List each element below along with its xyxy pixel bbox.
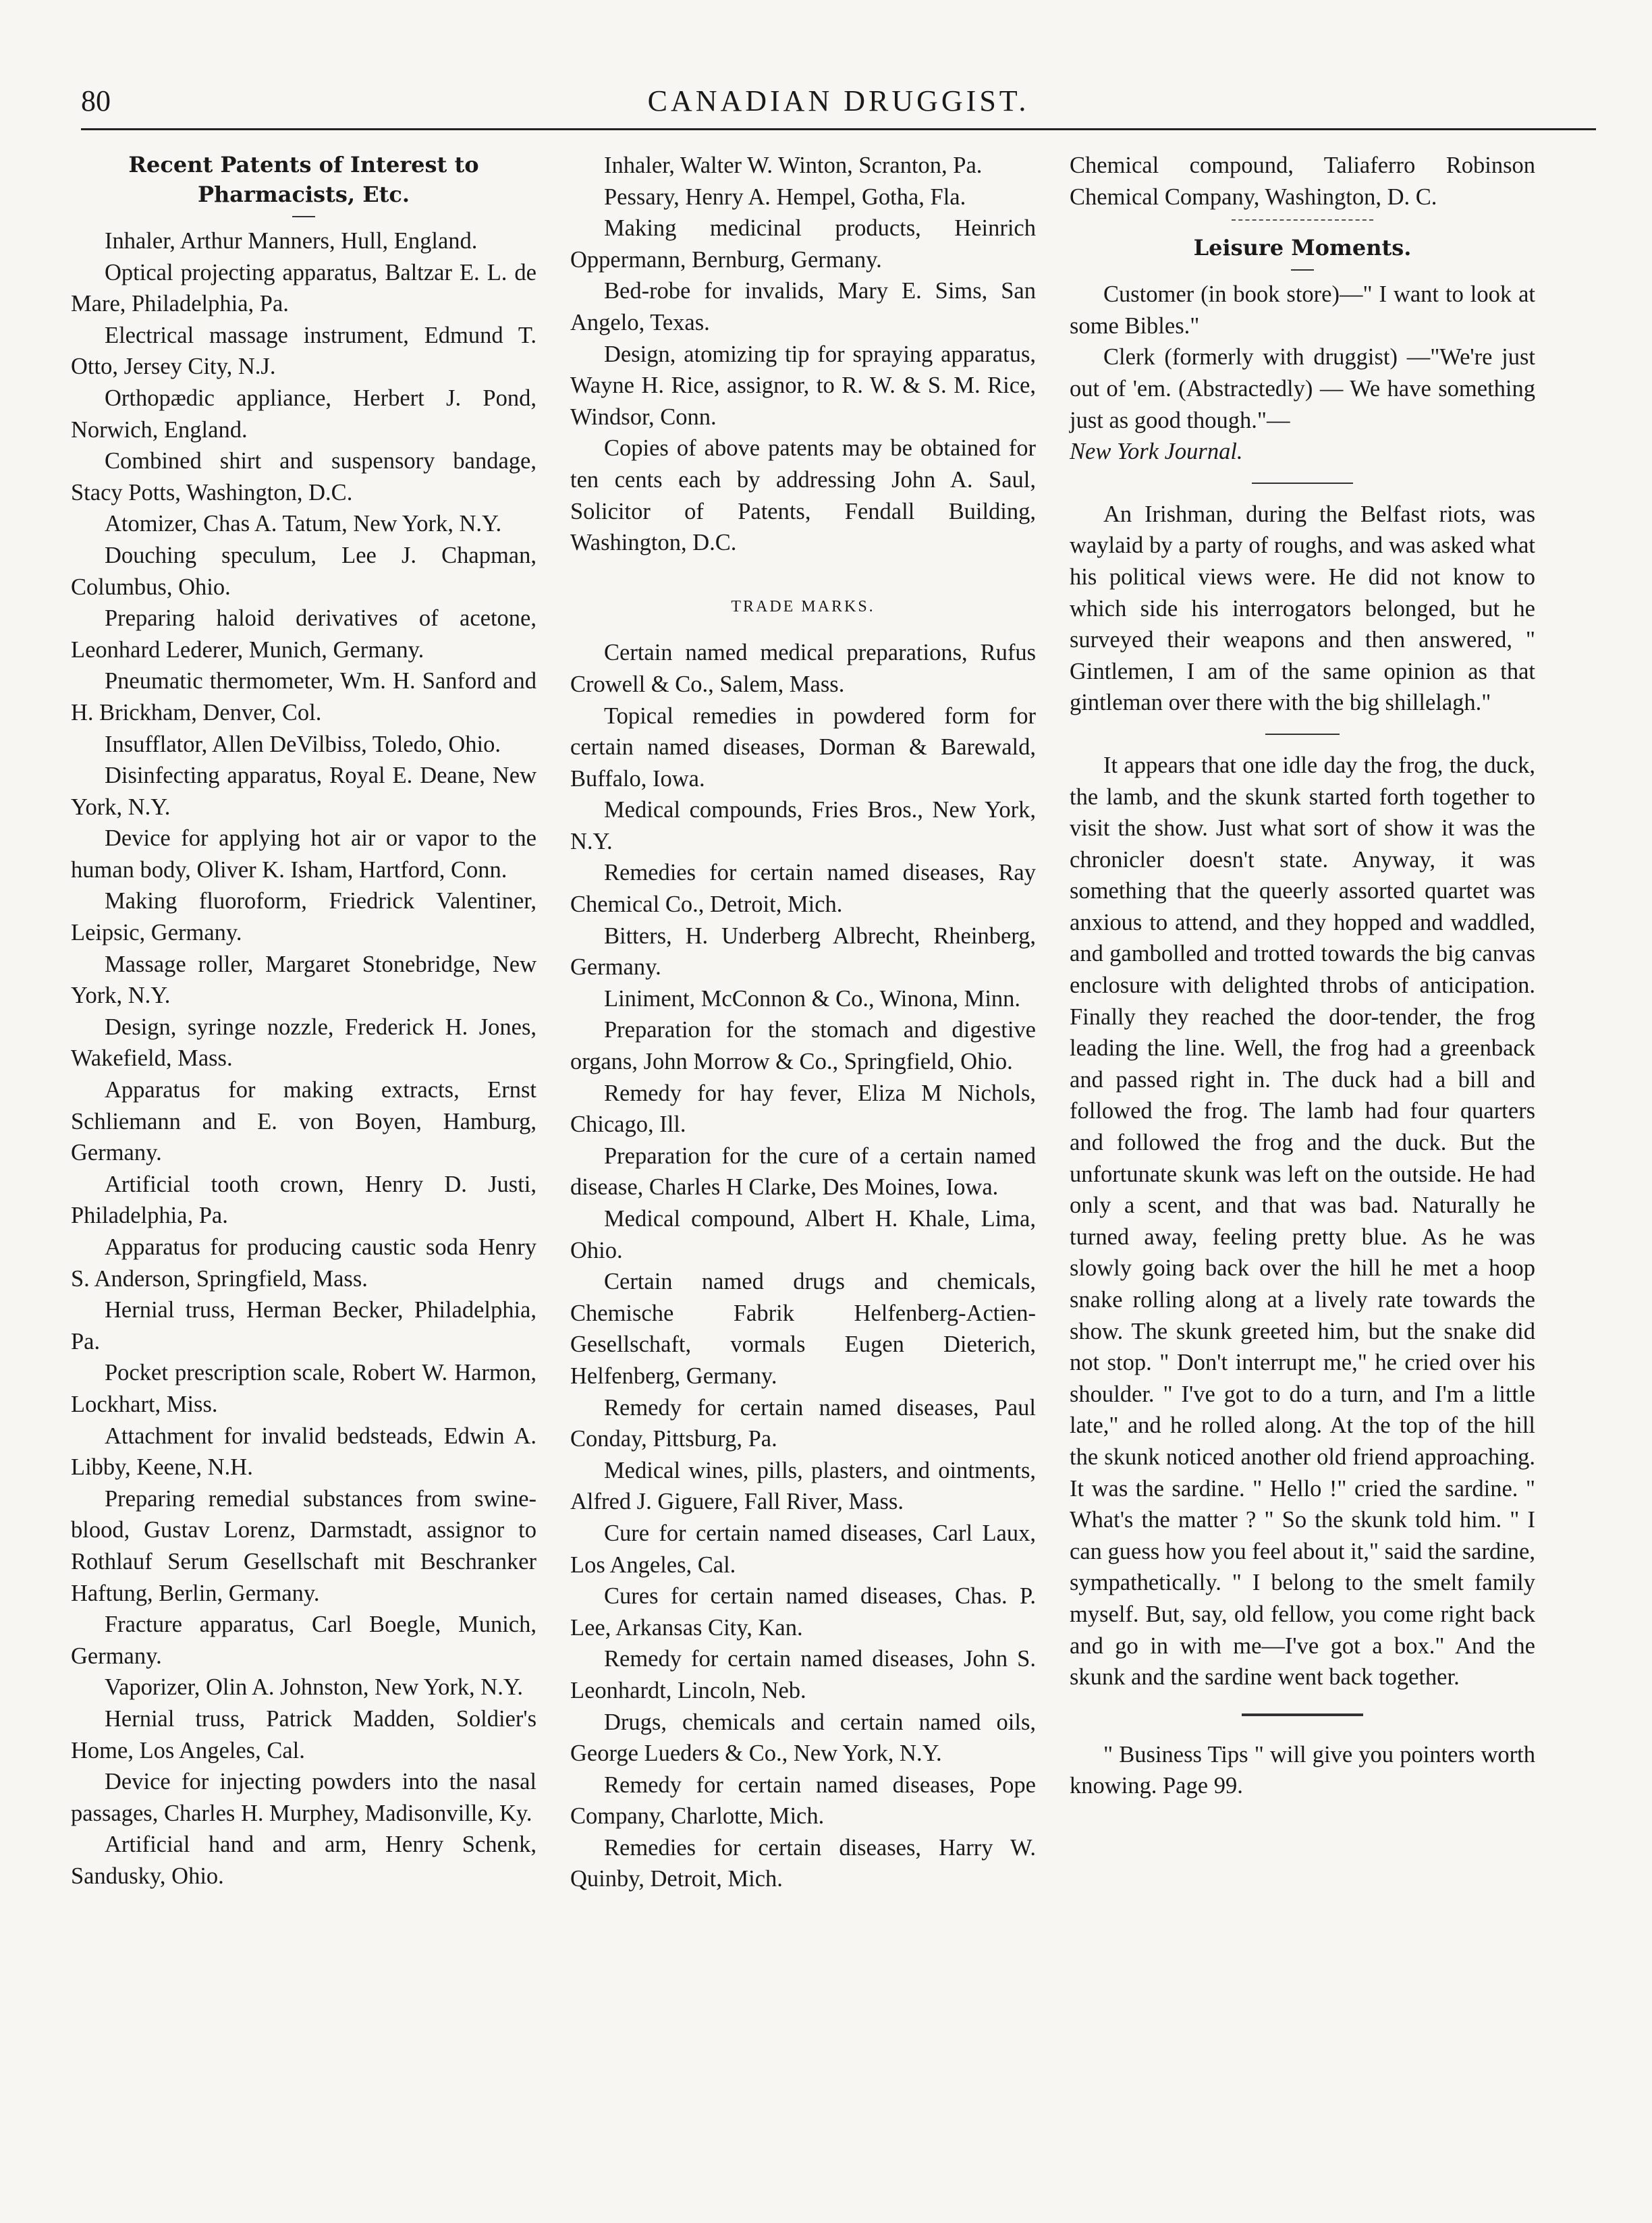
- patent-entry: Apparatus for producing caustic soda Henry S. Anderson, Springfield, Mass.: [71, 1234, 536, 1292]
- trade-mark-entry: Preparation for the stomach and digestive organs, John Morrow & Co., Springfield, Ohio.: [570, 1017, 1036, 1075]
- separator-rule: [1265, 734, 1340, 735]
- trade-mark-entry: Medical compounds, Fries Bros., New York, N.Y.: [570, 797, 1036, 854]
- patent-entry: Design, syringe nozzle, Frederick H. Jones, Wakefield, Mass.: [71, 1014, 536, 1072]
- trade-mark-entry: Drugs, chemicals and certain named oils, George Lueders & Co., New York, N.Y.: [570, 1709, 1036, 1767]
- patent-entry: Inhaler, Walter W. Winton, Scranton, Pa.: [604, 153, 983, 178]
- column-leisure: [1070, 150, 1535, 1802]
- patent-entry: Hernial truss, Patrick Madden, Soldier's Home, Los Angeles, Cal.: [71, 1705, 536, 1763]
- separator-rule: [1252, 483, 1353, 484]
- patent-entry: Preparing haloid derivatives of acetone, Leonhard Lederer, Munich, Germany.: [71, 605, 536, 663]
- trade-mark-entry: Medical wines, pills, plasters, and ointments, Alfred J. Giguere, Fall River, Mass.: [570, 1457, 1036, 1515]
- patent-entry: Hernial truss, Herman Becker, Philadelphia, Pa.: [71, 1297, 536, 1354]
- patent-entry: Combined shirt and suspensory bandage, Stacy Potts, Washington, D.C.: [71, 448, 536, 505]
- patent-entry-carryover: Chemical compound, Taliaferro Robinson Chemical Company, Washington, D. C.: [1070, 153, 1535, 210]
- patent-entry: Electrical massage instrument, Edmund T. Otto, Jersey City, N.J.: [71, 322, 536, 380]
- patent-list: [71, 225, 536, 1892]
- joke-clerk-line: Clerk (formerly with druggist) —"We're just out of 'em. (Abstractedly) — We have something just as good though."—: [1070, 344, 1535, 433]
- trade-mark-entry: Remedy for certain named diseases, Pope Company, Charlotte, Mich.: [570, 1772, 1036, 1830]
- trade-mark-entry: Medical compound, Albert H. Khale, Lima, Ohio.: [570, 1206, 1036, 1263]
- trade-marks-heading: TRADE MARKS.: [731, 597, 875, 615]
- patent-entry: Vaporizer, Olin A. Johnston, New York, N.Y.: [105, 1674, 523, 1701]
- patent-entry: Insufflator, Allen DeVilbiss, Toledo, Ohio.: [105, 731, 501, 757]
- irishman-anecdote: An Irishman, during the Belfast riots, was waylaid by a party of roughs, and was asked what his political views were. He did not know to which side his interrogators belonged, but he surveyed their weapons and then answered, " Gintlemen, I am of the same opinion as that gintleman over there with the big shillelagh.": [1070, 501, 1535, 716]
- patent-entry: Artificial hand and arm, Henry Schenk, Sandusky, Ohio.: [71, 1832, 536, 1889]
- heading-dash: [1291, 269, 1314, 271]
- trade-mark-entry: Certain named medical preparations, Rufus Crowell & Co., Salem, Mass.: [570, 640, 1036, 697]
- patent-entry: Preparing remedial substances from swine-blood, Gustav Lorenz, Darmstadt, assignor to Rothlauf Serum Gesellschaft mit Beschranker Haftung, Berlin, Germany.: [71, 1485, 536, 1606]
- patent-entry: Massage roller, Margaret Stonebridge, New York, N.Y.: [71, 951, 536, 1009]
- source-citation: New York Journal.: [1070, 439, 1243, 465]
- journal-title: CANADIAN DRUGGIST.: [647, 84, 1030, 117]
- business-tips-notice: " Business Tips " will give you pointers worth knowing. Page 99.: [1070, 1741, 1535, 1799]
- patent-entry: Fracture apparatus, Carl Boegle, Munich, Germany.: [71, 1612, 536, 1669]
- trade-marks-list: [570, 637, 1036, 1895]
- trade-mark-entry: Remedies for certain diseases, Harry W. Quinby, Detroit, Mich.: [570, 1834, 1036, 1892]
- trade-mark-entry: Remedy for hay fever, Eliza M Nichols, Chicago, Ill.: [570, 1080, 1036, 1138]
- patent-entry: Making medicinal products, Heinrich Oppermann, Bernburg, Germany.: [570, 215, 1036, 273]
- skunk-story: It appears that one idle day the frog, the duck, the lamb, and the skunk started forth together to visit the show. Just what sort of show it was the chronicler doesn't state. Anyway, it was something that the queerly assorted quartet was anxious to attend, and they hopped and waddled, and gambolled and trotted towards the big canvas enclosure with delighted throbs of anticipation. Finally they reached the door-tender, the frog leading the line. Well, the frog had a greenback and passed right in. The duck had a bill and followed the frog. The lamb had four quarters and followed the frog and the duck. But the unfortunate skunk was left on the outside. He had only a scent, and that was bad. Naturally he turned away, feeling pretty blue. As he was slowly going back over the hill he met a hoop snake rolling along at a lively rate towards the show. The skunk greeted him, but the snake did not stop. " Don't interrupt me," he cried over his shoulder. " I've got to do a turn, and I'm a little late," and he rolled along. At the top of the hill the skunk noticed another old friend approaching. It was the sardine. " Hello !" cried the sardine. " What's the matter ? " So the skunk told him. " I can guess how you feel about it," said the sardine, sympathetically. " I belong to the smelt family myself. But, say, old fellow, you come right back and go in with me—I've got a box." And the skunk and the sardine went back together.: [1070, 752, 1535, 1691]
- patent-entry: Pocket prescription scale, Robert W. Harmon, Lockhart, Miss.: [71, 1360, 536, 1417]
- page-number: 80: [81, 84, 111, 117]
- trade-mark-entry: Remedies for certain named diseases, Ray Chemical Co., Detroit, Mich.: [570, 860, 1036, 918]
- patent-entry: Apparatus for making extracts, Ernst Schliemann and E. von Boyen, Hamburg, Germany.: [71, 1077, 536, 1166]
- column-patents-continued: [570, 150, 1036, 1895]
- patent-entry: Atomizer, Chas A. Tatum, New York, N.Y.: [105, 511, 502, 537]
- trade-mark-entry: Bitters, H. Underberg Albrecht, Rheinberg, Germany.: [570, 923, 1036, 981]
- separator-rule: [1232, 219, 1373, 221]
- patent-entry: Optical projecting apparatus, Baltzar E. L. de Mare, Philadelphia, Pa.: [71, 259, 536, 317]
- patent-entry: Inhaler, Arthur Manners, Hull, England.: [105, 228, 478, 254]
- trade-mark-entry: Remedy for certain named diseases, John S. Leonhardt, Lincoln, Neb.: [570, 1646, 1036, 1703]
- patent-entry: Design, atomizing tip for spraying apparatus, Wayne H. Rice, assignor, to R. W. & S. M. Rice, Windsor, Conn.: [570, 341, 1036, 430]
- trade-mark-entry: Preparation for the cure of a certain named disease, Charles H Clarke, Des Moines, Iowa.: [570, 1143, 1036, 1201]
- trade-mark-entry: Certain named drugs and chemicals, Chemische Fabrik Helfenberg-Actien-Gesellschaft, vormals Eugen Dieterich, Helfenberg, Germany.: [570, 1269, 1036, 1389]
- patent-entry: Device for injecting powders into the nasal passages, Charles H. Murphey, Madisonville, Ky.: [71, 1769, 536, 1826]
- patent-entry: Device for applying hot air or vapor to the human body, Oliver K. Isham, Hartford, Conn.: [71, 825, 536, 883]
- trade-mark-entry: Topical remedies in powdered form for certain named diseases, Dorman & Barewald, Buffalo, Iowa.: [570, 703, 1036, 792]
- patent-entry: Douching speculum, Lee J. Chapman, Columbus, Ohio.: [71, 542, 536, 600]
- heading-dash: [292, 216, 315, 217]
- patent-entry: Bed-robe for invalids, Mary E. Sims, San Angelo, Texas.: [570, 278, 1036, 335]
- patent-entry: Copies of above patents may be obtained for ten cents each by addressing John A. Saul, Solicitor of Patents, Fendall Building, Washington, D.C.: [570, 435, 1036, 556]
- patent-entry: Attachment for invalid bedsteads, Edwin A. Libby, Keene, N.H.: [71, 1423, 536, 1481]
- patent-entry: Artificial tooth crown, Henry D. Justi, Philadelphia, Pa.: [71, 1171, 536, 1229]
- patent-entry: Pneumatic thermometer, Wm. H. Sanford and H. Brickham, Denver, Col.: [71, 668, 536, 725]
- separator-rule: [1242, 1713, 1363, 1716]
- trade-mark-entry: Remedy for certain named diseases, Paul Conday, Pittsburg, Pa.: [570, 1394, 1036, 1452]
- trade-mark-entry: Cures for certain named diseases, Chas. P. Lee, Arkansas City, Kan.: [570, 1583, 1036, 1641]
- section-heading-patents: Recent Patents of Interest to Pharmacists, Etc.: [128, 152, 479, 207]
- joke-customer-line: Customer (in book store)—" I want to look at some Bibles.": [1070, 281, 1535, 339]
- page-header: [81, 81, 1596, 130]
- patent-entry: Disinfecting apparatus, Royal E. Deane, New York, N.Y.: [71, 763, 536, 820]
- patent-list-continued: [570, 150, 1036, 559]
- section-heading-leisure: Leisure Moments.: [1193, 235, 1412, 261]
- joke-source: [1070, 436, 1535, 468]
- trade-mark-entry: Cure for certain named diseases, Carl Laux, Los Angeles, Cal.: [570, 1520, 1036, 1578]
- patent-entry: Orthopædic appliance, Herbert J. Pond, Norwich, England.: [71, 385, 536, 443]
- trade-mark-entry: Liniment, McConnon & Co., Winona, Minn.: [604, 985, 1021, 1012]
- patent-entry: Pessary, Henry A. Hempel, Gotha, Fla.: [604, 184, 966, 210]
- patent-entry: Making fluoroform, Friedrick Valentiner, Leipsic, Germany.: [71, 888, 536, 946]
- column-patents: [71, 150, 536, 1892]
